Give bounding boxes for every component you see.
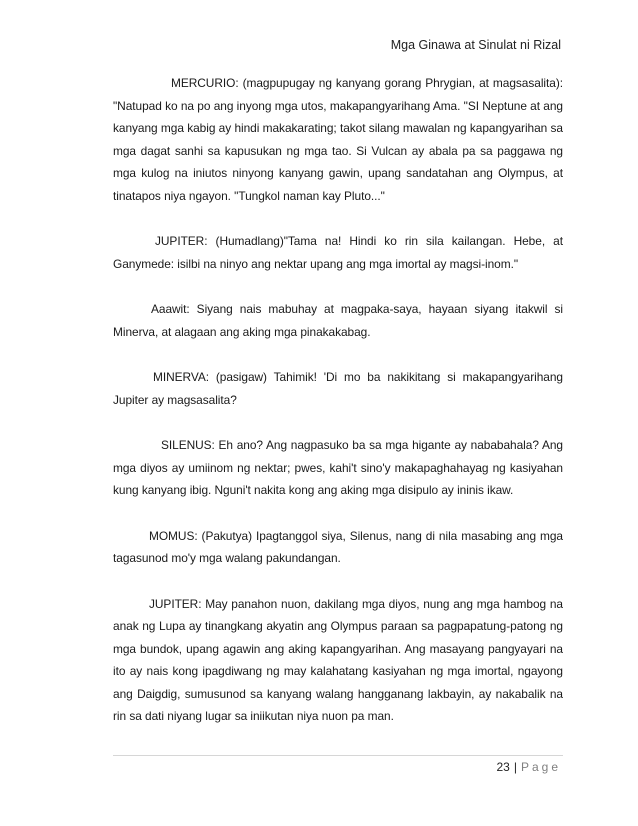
paragraph-minerva: MINERVA: (pasigaw) Tahimik! 'Di mo ba nakikitang si makapangyarihang Jupiter ay magsasalita? [113,370,563,407]
paragraph-silenus: SILENUS: Eh ano? Ang nagpasuko ba sa mga higante ay nababahala? Ang mga diyos ay umiinom ng nektar; pwes, kahi't sino'y makapaghahayag ng kasiyahan kung kanyang ibig. Nguni't nakita kong ang aking mga disipulo ay ininis ikaw. [113,438,563,497]
footer-separator: | [513,760,517,774]
paragraph-mercurio: MERCURIO: (magpupugay ng kanyang gorang Phrygian, at magsasalita): "Natupad ko na po ang inyong mga utos, makapangyarihang Ama. "SI Neptune at ang kanyang mga kabig ay hindi makakarating; takot silang mawalan ng kapangyarihan sa mga dagat sanhi sa kapusukan ng mga tao. Si Vulcan ay abala pa sa paggawa ng mga kulog na iniutos ninyong kanyang gawin, upang sandatahan ang Olympus, at tinatapos niya ngayon. "Tungkol naman kay Pluto..." [113,76,563,203]
footer-divider [113,755,563,756]
paragraph-momus: MOMUS: (Pakutya) Ipagtanggol siya, Silenus, nang di nila masabing ang mga tagasunod mo'y mga walang pakundangan. [113,528,563,565]
page-number: 23 [496,760,510,774]
paragraph-aaawit: Aaawit: Siyang nais mabuhay at magpaka-saya, hayaan siyang itakwil si Minerva, at alagaan ang aking mga pinakakabag. [113,302,563,339]
page-label: Page [520,760,561,774]
paragraph-jupiter-1: JUPITER: (Humadlang)"Tama na! Hindi ko rin sila kailangan. Hebe, at Ganymede: isilbi na ninyo ang nektar upang ang mga imortal ay magsi-inom." [113,234,563,271]
paragraph-jupiter-2: JUPITER: May panahon nuon, dakilang mga diyos, nung ang mga hambog na anak ng Lupa ay tinangkang akyatin ang Olympus paraan sa pagpapatung-patong ng mga bundok, upang agawin ang aking kapangyarihan. Ang masayang pangyayari na ito ay nais kong ipagdiwang ng may kalahatang kasiyahan ng mga imortal, ngayong ang Daigdig, sumusunod sa kanyang walang hangganang lakbayin, ay nakabalik na rin sa dati niyang lugar sa iniikutan niya nuon pa man. [113,596,563,723]
running-header: Mga Ginawa at Sinulat ni Rizal [390,38,561,52]
page-body [113,72,563,728]
page-footer [496,760,561,774]
